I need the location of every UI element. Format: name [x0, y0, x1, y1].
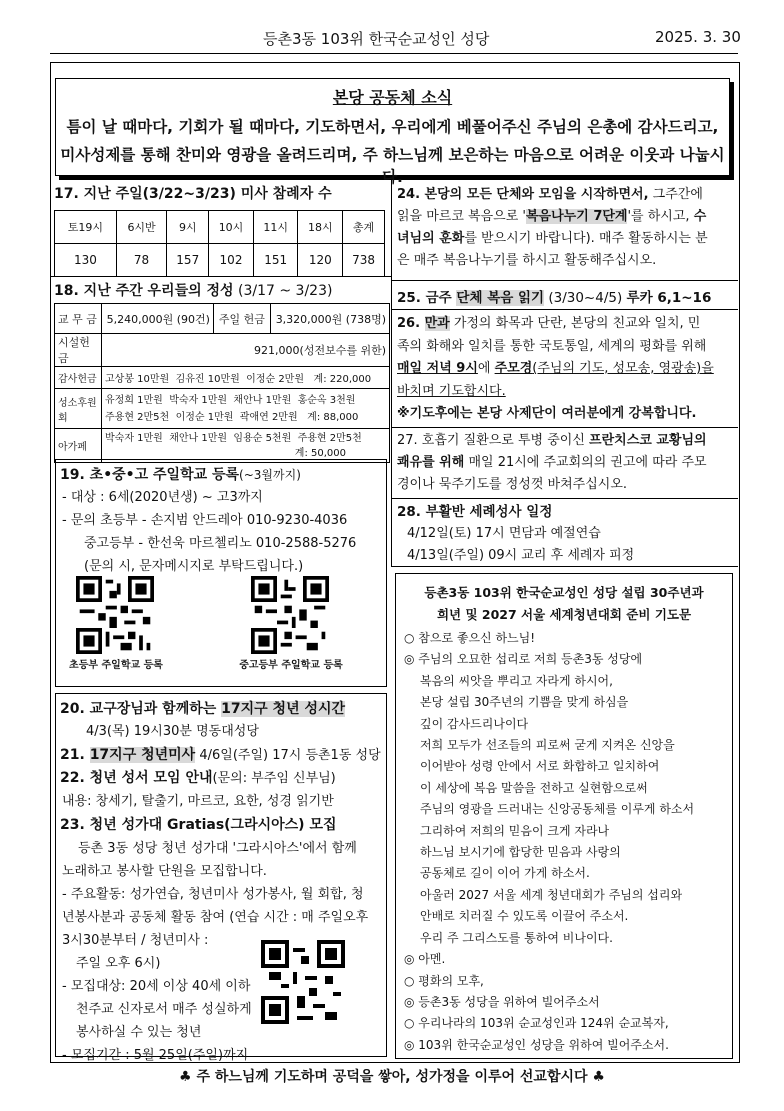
section-19-title: 19. 초•중•고 주일학교 등록: [60, 467, 240, 483]
prayer-line: 공동체로 길이 이어 가게 하소서.: [420, 866, 590, 881]
prayer-line: 깊이 감사드리나이다: [420, 716, 529, 731]
donor-entry: 주용현 2만5천: [297, 432, 362, 444]
attendance-header: 11시: [253, 211, 298, 244]
prayer-title-2: 희년 및 2027 서울 세계청년대회 준비 기도문: [436, 607, 692, 622]
section-26-text: 족의 화해와 일치를 통한 국토통일, 세계의 평화를 위해: [397, 338, 707, 354]
prayer-line: ◎ 103위 한국순교성인 성당을 위하여 빌어주소서.: [404, 1037, 669, 1052]
section-23-line: - 모집기간 : 5월 25일(주일)까지: [62, 1048, 249, 1063]
donor-entry: 박숙자 1만원: [105, 432, 163, 444]
prayer-body: [404, 628, 730, 1056]
community-news-banner: [55, 78, 730, 186]
section-23-line: 3시30분부터 / 청년미사 :: [62, 933, 209, 948]
prayer-line: 본당 설립 30주년의 기쁨을 맞게 하심을: [420, 695, 629, 710]
section-23-line: 노래하고 봉사할 단원을 모집합니다.: [62, 864, 267, 879]
section-22-content: 내용: 창세기, 탈출기, 마르코, 요한, 성경 읽기반: [62, 794, 334, 809]
attendance-header: 6시반: [116, 211, 167, 244]
section-24-lead: 24. 본당의 모든 단체와 모임을 시작하면서,: [397, 187, 649, 202]
attendance-value: 78: [116, 244, 167, 277]
banner-line-1: 틈이 날 때마다, 기회가 될 때마다, 기도하면서, 우리에게 베풀어주신 주님의 은총에 감사드리고,: [66, 118, 719, 136]
section-23-line: 주일 오후 6시): [76, 956, 161, 971]
offering-label: 아가페: [55, 429, 102, 463]
section-24-text: 를 받으시기 바랍니다). 매주 활동하시는 분: [464, 231, 708, 246]
section-24-text: '를 하시고,: [627, 209, 694, 224]
section-24: [397, 184, 732, 272]
prayer-line: ◎ 등촌3동 성당을 위하여 빌어주소서: [404, 994, 600, 1009]
prayer-line: 복음의 씨앗을 뿌리고 자라게 하시어,: [420, 673, 613, 688]
prayer-line: 아울러 2027 서울 세계 청년대회가 주님의 섭리와: [420, 887, 683, 902]
section-20-detail: 4/3(목) 19시30분 명동대성당: [86, 724, 259, 739]
section-24-bold: 녀님의 훈화: [397, 231, 465, 246]
donor-entry: 곽애연 2만원: [239, 411, 298, 423]
prayer-box: [395, 573, 733, 1059]
donor-entry: 이정순 1만원: [175, 411, 234, 423]
donor-entry: 이정순 2만원: [246, 374, 304, 385]
prayer-line: 안배로 치러질 수 있도록 이끌어 주소서.: [420, 909, 629, 924]
section-24-text: 읽을 마르코 복음으로 ': [397, 209, 526, 224]
section-27-bold: 프란치스코 교황님의: [589, 433, 707, 448]
section-22-title: 22. 청년 성서 모임 안내: [60, 770, 213, 786]
offering-label: 주일 헌금: [213, 304, 270, 334]
section-24-text: 그주간에: [648, 187, 703, 202]
section-18: [50, 276, 391, 457]
section-18-title: 18. 지난 주간 우리들의 정성: [54, 283, 234, 299]
donor-entry: 임용순 5천원: [233, 432, 292, 444]
banner-title: 본당 공동체 소식: [332, 88, 453, 107]
section-28-title: 28. 부활반 세례성사 일정: [397, 504, 553, 520]
qr-caption-elementary: 초등부 주일학교 등록: [69, 660, 163, 671]
section-22-sub: (문의: 부주임 신부님): [212, 771, 336, 786]
attendance-header: 총계: [343, 211, 385, 244]
section-17: [50, 180, 391, 274]
section-21-highlight: 17지구 청년미사: [89, 747, 196, 763]
attendance-value: 120: [298, 244, 343, 277]
offering-label: 교 무 금: [55, 304, 102, 334]
divider: [391, 280, 738, 281]
donor-entry: 채안나 1만원: [169, 432, 228, 444]
attendance-value: 102: [209, 244, 254, 277]
donor-total: 계: 50,000: [294, 447, 346, 459]
donor-total: 계: 88,000: [307, 411, 359, 423]
section-19-line: - 대상 : 6세(2020년생) ~ 고3까지: [62, 490, 263, 505]
section-25: [397, 286, 711, 306]
section-26-time: 매일 저녁 9시: [397, 361, 478, 376]
qr-caption-secondary: 중고등부 주일학교 등록: [239, 660, 343, 671]
section-19-line: - 문의 초등부 - 손지범 안드레아 010-9230-4036: [62, 513, 348, 528]
section-26-text: 에: [477, 361, 495, 376]
prayer-line: 이 세상에 복음 말씀을 전하고 실현함으로써: [420, 780, 648, 795]
prayer-title-1: 등촌3동 103위 한국순교성인 성당 설립 30주년과: [424, 585, 704, 600]
section-21-number: 21.: [60, 747, 90, 763]
section-25-period: (3/30~4/5): [544, 290, 627, 306]
attendance-value: 157: [167, 244, 209, 277]
prayer-line: ◎ 아멘.: [404, 952, 446, 967]
section-26-note: ※기도후에는 본당 사제단이 여러분에게 강복합니다.: [397, 406, 697, 421]
section-19-line: 중고등부 - 한선욱 마르첼리노 010-2588-5276: [84, 536, 357, 551]
divider: [391, 427, 738, 428]
section-19-line: (문의 시, 문자메시지로 부탁드립니다.): [84, 559, 304, 574]
section-23-line: 년봉사분과 공동체 활동 참여 (연습 시간 : 매 주일오후: [62, 910, 369, 925]
qr-code-secondary[interactable]: [251, 576, 329, 654]
section-27-text: 매일 21시에 주교회의의 권고에 따라 주모: [464, 455, 707, 470]
section-27-text: 27. 호흡기 질환으로 투병 중이신: [397, 433, 590, 448]
section-25-highlight: 단체 복음 읽기: [456, 290, 545, 306]
donor-entry: 채안나 1만원: [233, 394, 292, 406]
section-25-reading: 루카 6,1~16: [626, 290, 712, 306]
divider: [391, 309, 738, 310]
offering-label: 감사헌금: [55, 367, 102, 389]
section-24-highlight: 복음나누기 7단계: [526, 209, 628, 224]
offering-value: 3,320,000원 (738명): [270, 304, 389, 334]
prayer-line: ◎ 주님의 오묘한 섭리로 저희 등촌3동 성당에: [404, 652, 643, 667]
section-18-period: (3/17 ~ 3/23): [238, 283, 333, 299]
section-28: [397, 501, 732, 567]
section-26-text: 가정의 화목과 단란, 본당의 친교와 일치, 민: [449, 316, 701, 331]
section-23-line: 천주교 신자로서 매주 성실하게: [76, 1002, 252, 1017]
section-21-detail: 4/6일(주일) 17시 등촌1동 성당: [195, 748, 381, 763]
section-23-line: 봉사하실 수 있는 청년: [76, 1025, 202, 1040]
donor-entry: 주용현 2만5천: [105, 411, 170, 423]
offering-label: 성소후원회: [55, 389, 102, 429]
attendance-value: 130: [55, 244, 117, 277]
banner-line-2: 미사성제를 통해 찬미와 영광을 올려드리며, 주 하느님께 보은하는 마음으로 어려운 이웃과 나눕시다.: [60, 146, 725, 186]
offering-table: [54, 303, 390, 463]
section-23-title: 23. 청년 성가대 Gratias(그라시아스) 모집: [60, 817, 337, 833]
prayer-line: 우리 주 그리스도를 통하여 비나이다.: [420, 930, 613, 945]
donor-entry: 김유진 10만원: [175, 374, 240, 385]
section-20-highlight: 17지구 청년 성시간: [221, 701, 346, 717]
section-27-text: 경이나 묵주기도를 정성껏 바쳐주십시오.: [397, 477, 628, 492]
section-27-bold: 쾌유를 위해: [397, 455, 465, 470]
qr-code-elementary[interactable]: [76, 576, 154, 654]
section-23-line: - 모집대상: 20세 이상 40세 이하: [62, 979, 251, 994]
divider: [391, 498, 738, 499]
donor-entry: 유정희 1만원: [105, 394, 163, 406]
footer-slogan: ♣ 주 하느님께 기도하며 공덕을 쌓아, 성가정을 이루어 선교합시다 ♣: [179, 1069, 605, 1085]
parish-name: 등촌3동 103위 한국순교성인 성당: [263, 30, 490, 48]
prayer-line: 저희 모두가 선조들의 피로써 굳게 지켜온 신앙을: [420, 738, 675, 753]
attendance-table: [54, 210, 385, 277]
section-25-lead: 25. 금주: [397, 290, 457, 306]
donor-entry: 홍순옥 3천원: [297, 394, 356, 406]
prayer-line: 이어받아 성령 안에서 서로 화합하고 일치하여: [420, 759, 660, 774]
divider: [391, 566, 738, 567]
attendance-header: 10시: [209, 211, 254, 244]
section-28-line: 4/12일(토) 17시 면담과 예절연습: [407, 526, 601, 541]
section-26-text: 바치며 기도합시다.: [397, 383, 506, 399]
offering-value: 5,240,000원 (90건): [102, 304, 214, 334]
section-24-text: 은 매주 복음나누기를 하시고 활동해주십시오.: [397, 253, 657, 268]
attendance-header: 토19시: [55, 211, 117, 244]
prayer-line: 주님의 영광을 드러내는 신앙공동체를 이루게 하소서: [420, 802, 695, 817]
offering-label: 시설헌금: [55, 334, 102, 367]
attendance-header: 18시: [298, 211, 343, 244]
section-26-highlight: 만과: [424, 316, 450, 331]
section-20-23: [55, 693, 387, 1063]
attendance-header: 9시: [167, 211, 209, 244]
section-24-bold: 수: [693, 209, 707, 224]
section-28-line: 4/13일(주일) 09시 교리 후 세례자 피정: [407, 548, 635, 563]
prayer-line: ○ 우리나라의 103위 순교성인과 124위 순교복자,: [404, 1016, 669, 1031]
donor-total: 계: 220,000: [313, 374, 372, 385]
attendance-header-row: [55, 211, 385, 244]
section-23-line: - 주요활동: 성가연습, 청년미사 성가봉사, 월 회합, 청: [62, 887, 364, 902]
attendance-value: 738: [343, 244, 385, 277]
attendance-value-row: [55, 244, 385, 277]
section-17-title: 17. 지난 주일(3/22~3/23) 미사 참례자 수: [54, 186, 332, 202]
section-23-line: 등촌 3동 성당 청년 성가대 '그라시아스'에서 함께: [78, 841, 357, 856]
header-divider: [50, 53, 738, 54]
prayer-line: ○ 평화의 모후,: [404, 973, 484, 988]
offering-value: 921,000(성전보수를 위한): [102, 334, 390, 367]
prayer-line: ○ 참으로 좋으신 하느님!: [404, 631, 536, 645]
section-26-prayer: 주모경: [494, 361, 533, 376]
section-27: [397, 430, 732, 496]
section-26-number: 26.: [397, 316, 425, 331]
prayer-line: 하느님 보시기에 합당한 믿음과 사랑의: [420, 845, 621, 860]
attendance-value: 151: [253, 244, 298, 277]
section-26-text: (주님의 기도, 성모송, 영광송)을: [532, 361, 714, 376]
donor-entry: 박숙자 1만원: [169, 394, 228, 406]
donor-entry: 고상봉 10만원: [105, 374, 170, 385]
section-19: [55, 459, 387, 687]
qr-code-choir[interactable]: [261, 940, 345, 1024]
section-26: [397, 313, 732, 426]
section-19-subtitle: (~3월까지): [239, 468, 301, 482]
bulletin-date: 2025. 3. 30: [655, 28, 741, 46]
prayer-line: 그리하여 저희의 믿음이 크게 자라나: [420, 823, 610, 838]
section-20-title: 20. 교구장님과 함께하는: [60, 701, 222, 717]
